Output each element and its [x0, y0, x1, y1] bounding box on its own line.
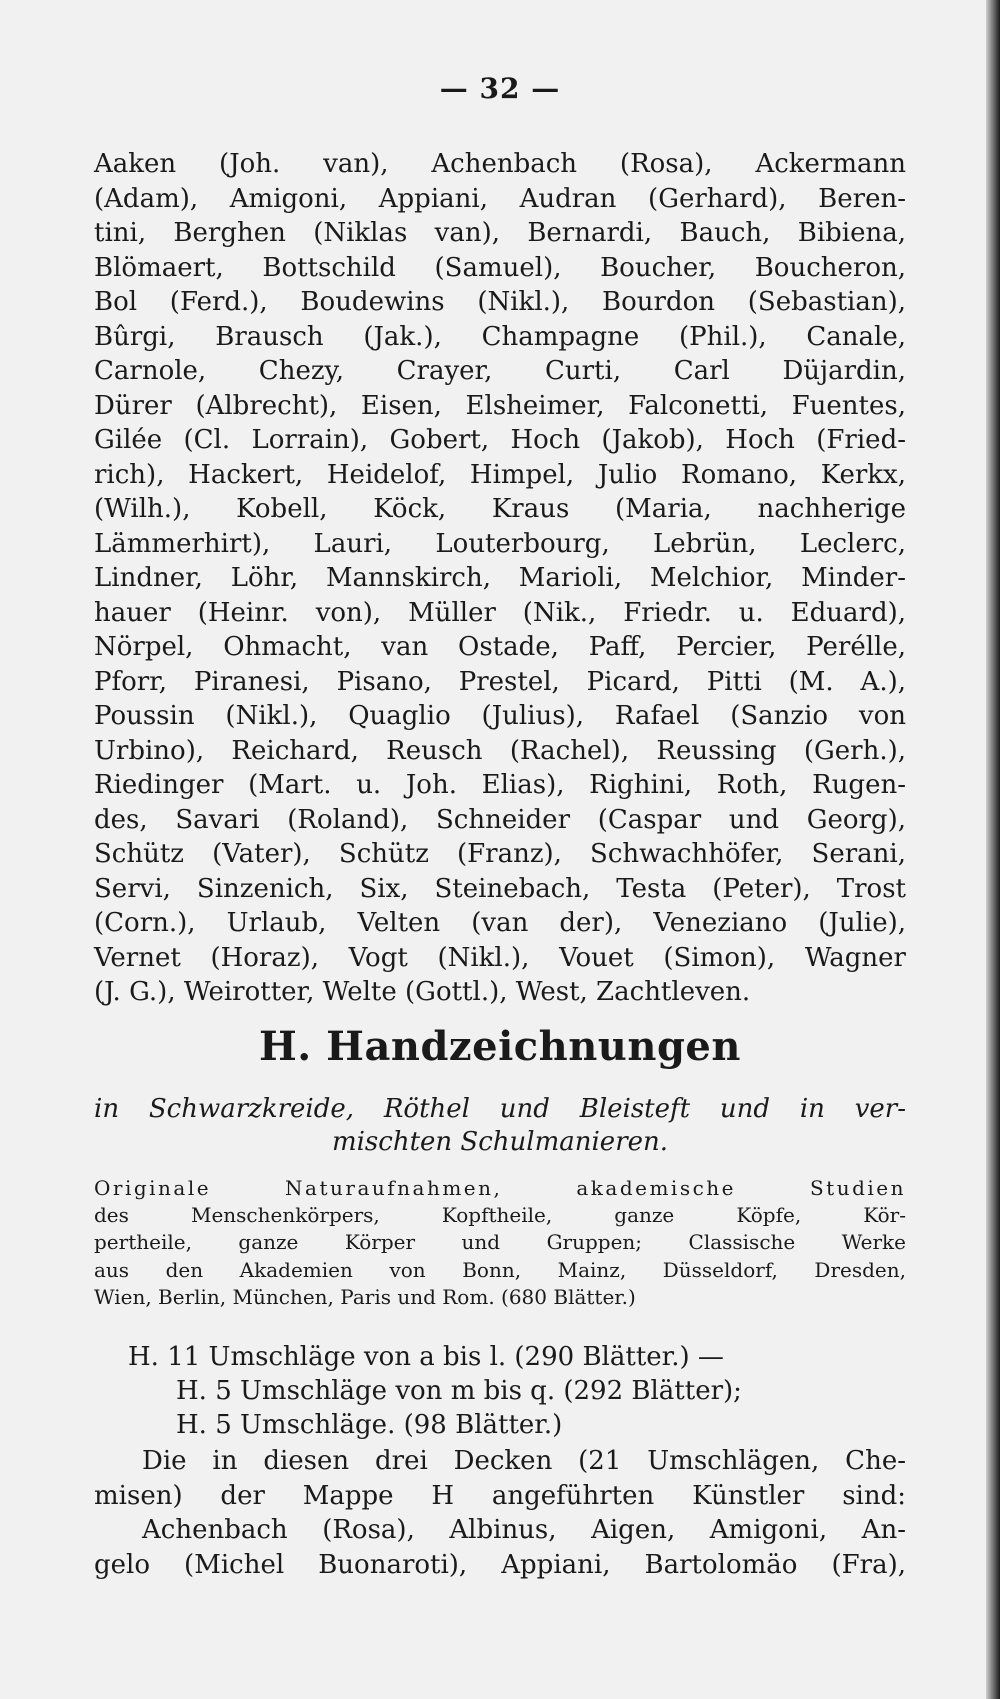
text-line: Die in diesen drei Decken (21 Umschlägen, Che-: [142, 1446, 906, 1476]
text-line: Nörpel, Ohmacht, van Ostade, Paff, Percier, Perélle,: [94, 632, 906, 662]
page-edge-shadow: [986, 0, 1000, 1699]
text-line: (Wilh.), Kobell, Köck, Kraus (Maria, nachherige: [94, 494, 906, 524]
text-line: Originale Naturaufnahmen, akademische Studien: [94, 1176, 906, 1200]
text-line: des, Savari (Roland), Schneider (Caspar und Georg),: [94, 804, 906, 835]
envelope-entry: H. 11 Umschläge von a bis l. (290 Blätter.) —: [128, 1342, 724, 1372]
text-line: tini, Berghen (Niklas van), Bernardi, Bauch, Bibiena,: [94, 218, 906, 248]
text-line: gelo (Michel Buonaroti), Appiani, Bartolomäo (Fra),: [94, 1549, 906, 1580]
envelope-list: [94, 1340, 906, 1442]
text-line: aus den Akademien von Bonn, Mainz, Düsseldorf, Dresden,: [94, 1257, 906, 1282]
section-heading: H. Handzeichnungen: [259, 1023, 741, 1070]
text-line: Blömaert, Bottschild (Samuel), Boucher, Boucheron,: [94, 252, 906, 283]
text-line: (Adam), Amigoni, Appiani, Audran (Gerhard), Beren-: [94, 183, 906, 214]
artists-intro-paragraph: [94, 1444, 906, 1582]
text-line: Achenbach (Rosa), Albinus, Aigen, Amigoni, An-: [142, 1515, 906, 1545]
text-line: Bol (Ferd.), Boudewins (Nikl.), Bourdon (Sebastian),: [94, 287, 906, 317]
page-number: — 32 —: [439, 72, 561, 105]
text-line: Urbino), Reichard, Reusch (Rachel), Reussing (Gerh.),: [94, 735, 906, 766]
text-line: Poussin (Nikl.), Quaglio (Julius), Rafael (Sanzio von: [94, 701, 906, 731]
text-line: Vernet (Horaz), Vogt (Nikl.), Vouet (Simon), Wagner: [94, 942, 906, 973]
text-line: (Corn.), Urlaub, Velten (van der), Veneziano (Julie),: [94, 908, 906, 938]
subheading-line: mischten Schulmanieren.: [331, 1127, 669, 1157]
text-line: Bûrgi, Brausch (Jak.), Champagne (Phil.), Canale,: [94, 321, 906, 352]
text-line: Pforr, Piranesi, Pisano, Prestel, Picard, Pitti (M. A.),: [94, 666, 906, 697]
text-line: Lindner, Löhr, Mannskirch, Marioli, Melchior, Minder-: [94, 563, 906, 593]
text-line: Riedinger (Mart. u. Joh. Elias), Righini, Roth, Rugen-: [94, 770, 906, 800]
envelope-entry: H. 5 Umschläge von m bis q. (292 Blätter);: [176, 1376, 742, 1406]
text-line: Gilée (Cl. Lorrain), Gobert, Hoch (Jakob), Hoch (Fried-: [94, 425, 906, 455]
text-line: misen) der Mappe H angeführten Künstler sind:: [94, 1480, 906, 1511]
text-line: rich), Hackert, Heidelof, Himpel, Julio Romano, Kerkx,: [94, 459, 906, 490]
text-line: Aaken (Joh. van), Achenbach (Rosa), Ackermann: [94, 149, 906, 179]
text-line: Wien, Berlin, München, Paris und Rom. (680 Blätter.): [94, 1284, 636, 1309]
text-line: Servi, Sinzenich, Six, Steinebach, Testa (Peter), Trost: [94, 873, 906, 904]
text-line: des Menschenkörpers, Kopftheile, ganze Köpfe, Kör-: [94, 1203, 906, 1228]
text-line: hauer (Heinr. von), Müller (Nik., Friedr. u. Eduard),: [94, 597, 906, 628]
description-paragraph: [94, 1175, 906, 1311]
text-line: Schütz (Vater), Schütz (Franz), Schwachhöfer, Serani,: [94, 839, 906, 869]
envelope-entry: H. 5 Umschläge. (98 Blätter.): [176, 1410, 563, 1440]
artist-list-paragraph: [94, 147, 906, 1010]
text-line: (J. G.), Weirotter, Welte (Gottl.), West, Zachtleven.: [94, 977, 751, 1007]
text-line: pertheile, ganze Körper und Gruppen; Classische Werke: [94, 1230, 906, 1255]
text-line: Lämmerhirt), Lauri, Louterbourg, Lebrün, Leclerc,: [94, 528, 906, 559]
subheading-line: in Schwarzkreide, Röthel und Bleisteft und in ver-: [94, 1094, 906, 1124]
section-subheading: [94, 1093, 906, 1159]
text-line: Carnole, Chezy, Crayer, Curti, Carl Düjardin,: [94, 356, 906, 386]
text-line: Dürer (Albrecht), Eisen, Elsheimer, Falconetti, Fuentes,: [94, 390, 906, 421]
